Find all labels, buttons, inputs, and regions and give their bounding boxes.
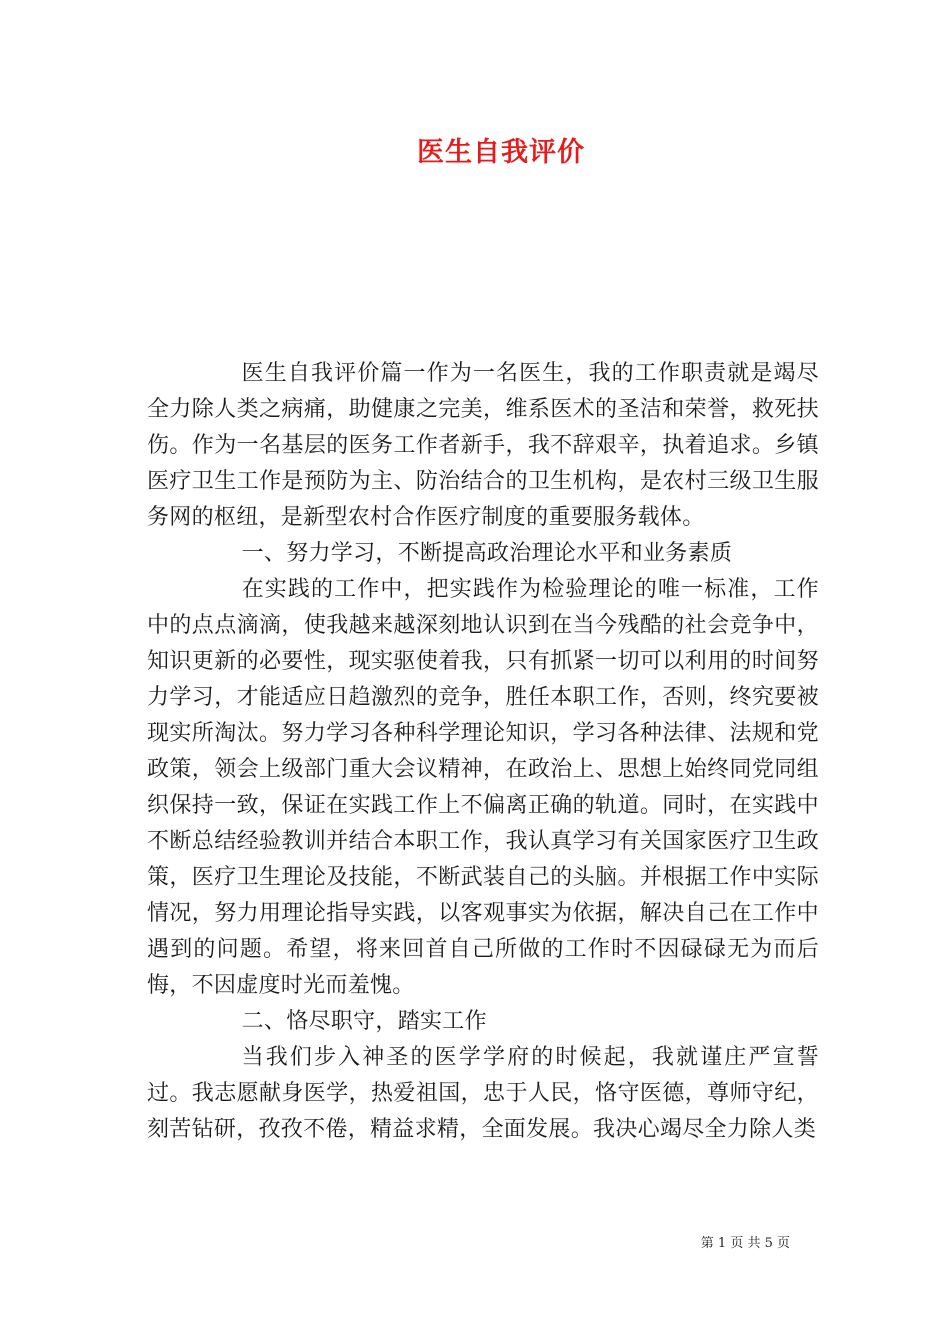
paragraph-duty: 当我们步入神圣的医学学府的时候起，我就谨庄严宣誓过。我志愿献身医学，热爱祖国，忠于人民，恪守医德，尊师守纪，刻苦钻研，孜孜不倦，精益求精，全面发展。我决心竭尽全力除人类 (147, 1045, 819, 1142)
document-body (147, 356, 819, 1148)
document-title: 医生自我评价 (417, 137, 585, 168)
page-footer: 第 1 页 共 5 页 (700, 1236, 790, 1251)
section-heading-2: 二、恪尽职守，踏实工作 (241, 1009, 487, 1034)
paragraph-study: 在实践的工作中，把实践作为检验理论的唯一标准，工作中的点点滴滴，使我越来越深刻地认识到在当今残酷的社会竞争中，知识更新的必要性，现实驱使着我，只有抓紧一切可以利用的时间努力学习，才能适应日趋激烈的竞争，胜任本职工作，否则，终究要被现实所淘汰。努力学习各种科学理论知识，学习各种法律、法规和党政策，领会上级部门重大会议精神，在政治上、思想上始终同党同组织保持一致，保证在实践工作上不偏离正确的轨道。同时，在实践中不断总结经验教训并结合本职工作，我认真学习有关国家医疗卫生政策，医疗卫生理论及技能，不断武装自己的头脑。并根据工作中实际情况，努力用理论指导实践，以客观事实为依据，解决自己在工作中遇到的问题。希望，将来回首自己所做的工作时不因碌碌无为而后悔，不因虚度时光而羞愧。 (147, 577, 819, 998)
section-heading-1: 一、努力学习，不断提高政治理论水平和业务素质 (241, 541, 733, 566)
paragraph-intro: 医生自我评价篇一作为一名医生，我的工作职责就是竭尽全力除人类之病痛，助健康之完美，维系医术的圣洁和荣誉，救死扶伤。作为一名基层的医务工作者新手，我不辞艰辛，执着追求。乡镇医疗卫生工作是预防为主、防治结合的卫生机构，是农村三级卫生服务网的枢纽，是新型农村合作医疗制度的重要服务载体。 (147, 361, 819, 530)
